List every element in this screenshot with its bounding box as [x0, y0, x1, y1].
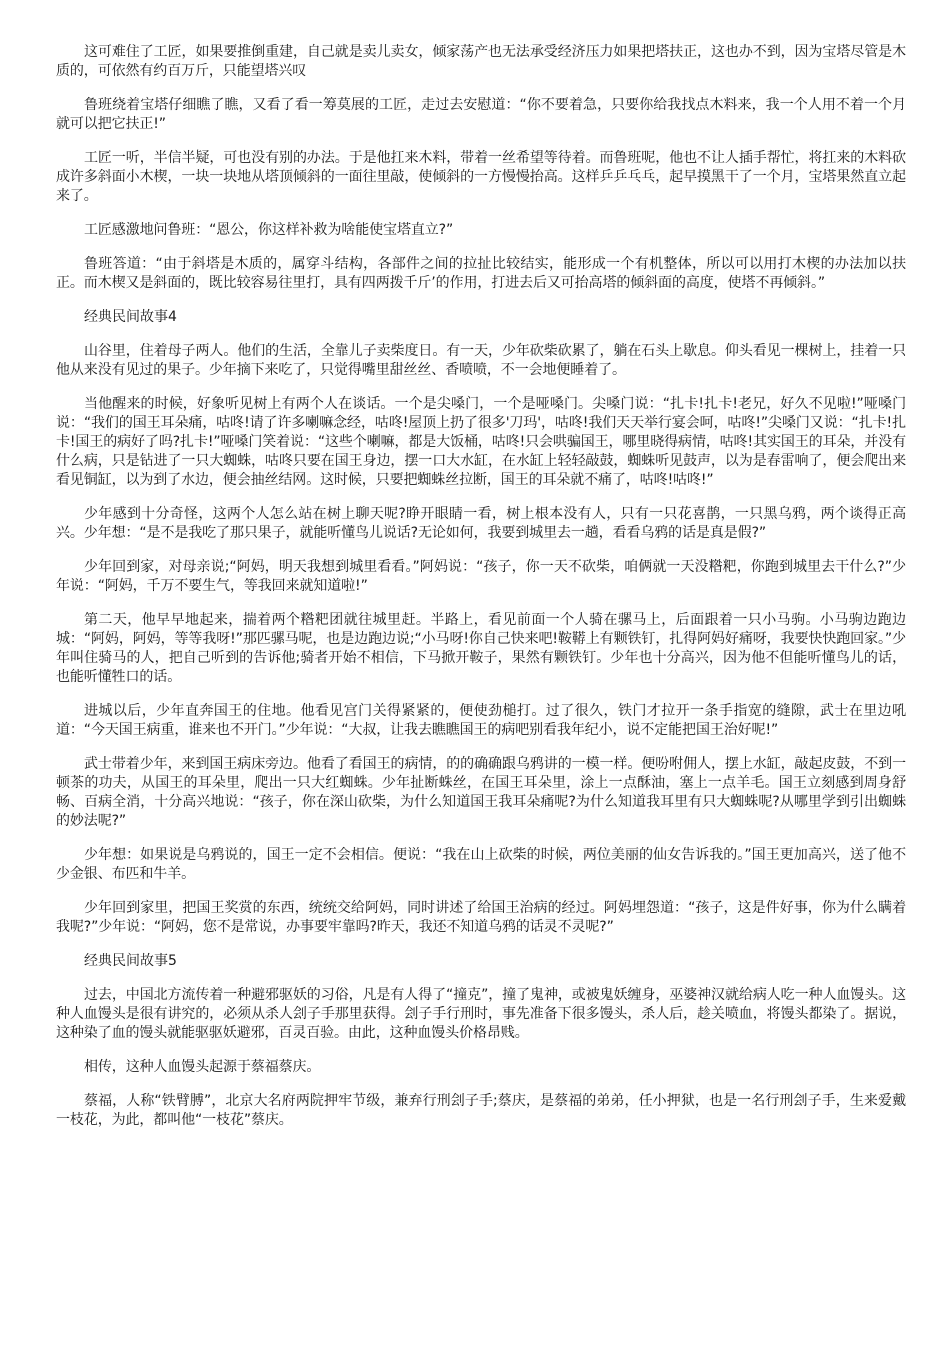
- paragraph: 武士带着少年，来到国王病床旁边。他看了看国王的病情，的的确确跟乌鸦讲的一模一样。便吩咐佣人，摆上水缸，敲起皮鼓，不到一顿茶的功夫，从国王的耳朵里，爬出一只大红蜘蛛。少年扯断蛛丝，在国王耳朵里，涂上一点酥油，塞上一点羊毛。国王立刻感到周身舒畅、百病全消，十分高兴地说：“孩子，你在深山砍柴，为什么知道国王我耳朵痛呢?为什么知道我耳里有只大蜘蛛呢?从哪里学到引出蜘蛛的妙法呢?”: [56, 756, 906, 829]
- paragraph: 鲁班绕着宝塔仔细瞧了瞧，又看了看一筹莫展的工匠，走过去安慰道：“你不要着急，只要你给我找点木料来，我一个人用不着一个月就可以把它扶正!”: [56, 97, 906, 132]
- document-body: [56, 43, 906, 1145]
- paragraph: 第二天，他早早地起来，揣着两个糌粑团就往城里赶。半路上，看见前面一个人骑在骡马上，后面跟着一只小马驹。小马驹边跑边城：“阿妈，阿妈，等等我呀!”那匹骡马呢，也是边跑边说;“小马呀!你自己快来吧!鞍鞯上有颗铁钉，扎得阿妈好痛呀，我要快快跑回家。”少年叫住骑马的人，把自己听到的告诉他;骑者开始不相信，下马掀开鞍子，果然有颗铁钉。少年也十分高兴，因为他不但能听懂鸟儿的话，也能听懂牲口的话。: [56, 612, 906, 685]
- section-heading: 经典民间故事4: [84, 309, 177, 325]
- paragraph: 当他醒来的时候，好象听见树上有两个人在谈话。一个是尖嗓门，一个是哑嗓门。尖嗓门说：“扎卡!扎卡!老兄，好久不见啦!”哑嗓门说：“我们的国王耳朵痛，咕咚!请了许多喇嘛念经，咕咚!屋顶上扔了很多'刀玛'，咕咚!我们天天举行宴会呵，咕咚!”尖嗓门又说：“扎卡!扎卡!国王的病好了吗?扎卡!”哑嗓门笑着说：“这些个喇嘛，都是大饭桶，咕咚!只会哄骗国王，哪里晓得病情，咕咚!其实国王的耳朵，并没有什么病，只是钻进了一只大蜘蛛，咕咚只要在国王身边，摆一口大水缸，在水缸上轻轻敲鼓，蜘蛛听见鼓声，以为是春雷响了，便会爬出来看见铜缸，以为到了水边，便会抽丝结网。这时候，只要把蜘蛛丝拉断，国王的耳朵就不痛了，咕咚!咕咚!”: [56, 396, 906, 488]
- paragraph: 工匠感激地问鲁班：“恩公，你这样补救为啥能使宝塔直立?”: [84, 222, 454, 238]
- paragraph: 蔡福，人称“铁臂膊”，北京大名府两院押牢节级，兼弃行刑刽子手;蔡庆，是蔡福的弟弟，任小押狱，也是一名行刑刽子手，生来爱戴一枝花，为此，都叫他“一枝花”蔡庆。: [56, 1093, 906, 1128]
- paragraph: 少年想：如果说是乌鸦说的，国王一定不会相信。便说：“我在山上砍柴的时候，两位美丽的仙女告诉我的。”国王更加高兴，送了他不少金银、布匹和牛羊。: [56, 847, 906, 882]
- paragraph: 鲁班答道：“由于斜塔是木质的，属穿斗结构，各部件之间的拉扯比较结实，能形成一个有机整体，所以可以用打木楔的办法加以扶正。而木楔又是斜面的，既比较容易往里打，具有四两拨千斤’的作用，打进去后又可抬高塔的倾斜面的高度，使塔不再倾斜。”: [56, 256, 906, 291]
- paragraph: 过去，中国北方流传着一种避邪驱妖的习俗，凡是有人得了“撞克”，撞了鬼神，或被鬼妖缠身，巫婆神汉就给病人吃一种人血馒头。这种人血馒头是很有讲究的，必须从杀人刽子手那里获得。刽子手行刑时，事先准备下很多馒头，杀人后，趁关喷血，将馒头都染了。据说，这种染了血的馒头就能驱驱妖避邪，百灵百验。由此，这种血馒头价格昂贱。: [56, 987, 906, 1041]
- paragraph: 工匠一听，半信半疑，可也没有别的办法。于是他扛来木料，带着一丝希望等待着。而鲁班呢，他也不让人插手帮忙，将扛来的木料砍成许多斜面小木楔，一块一块地从塔顶倾斜的一面往里敲，使倾斜的一方慢慢抬高。这样乒乒乓乓，起早摸黑干了一个月，宝塔果然直立起来了。: [56, 150, 906, 204]
- paragraph: 这可难住了工匠，如果要推倒重建，自己就是卖儿卖女，倾家荡产也无法承受经济压力如果把塔扶正，这也办不到，因为宝塔尽管是木质的，可依然有约百万斤，只能望塔兴叹: [56, 44, 906, 79]
- paragraph: 少年感到十分奇怪，这两个人怎么站在树上聊天呢?睁开眼睛一看，树上根本没有人，只有一只花喜鹊，一只黑乌鸦，两个谈得正高兴。少年想：“是不是我吃了那只果子，就能听懂鸟儿说话?无论如何，我要到城里去一趟，看看乌鸦的话是真是假?”: [56, 506, 906, 541]
- paragraph: 山谷里，住着母子两人。他们的生活，全靠儿子卖柴度日。有一天，少年砍柴砍累了，躺在石头上歇息。仰头看见一棵树上，挂着一只他从来没有见过的果子。少年摘下来吃了，只觉得嘴里甜丝丝、香喷喷，不一会地便睡着了。: [56, 343, 906, 378]
- paragraph: 少年回到家，对母亲说;“阿妈，明天我想到城里看看。”阿妈说：“孩子，你一天不砍柴，咱俩就一天没糌粑，你跑到城里去干什么?”少年说：“阿妈，千万不要生气，等我回来就知道啦!”: [56, 559, 906, 594]
- paragraph: 少年回到家里，把国王奖赏的东西，统统交给阿妈，同时讲述了给国王治病的经过。阿妈埋怨道：“孩子，这是件好事，你为什么瞒着我呢?”少年说：“阿妈，您不是常说，办事要牢靠吗?昨天，我还不知道乌鸦的话灵不灵呢?”: [56, 900, 906, 935]
- paragraph: 相传，这种人血馒头起源于蔡福蔡庆。: [84, 1059, 321, 1075]
- paragraph: 进城以后，少年直奔国王的住地。他看见宫门关得紧紧的，便使劲槌打。过了很久，铁门才拉开一条手指宽的缝隙，武士在里边吼道：“今天国王病重，谁来也不开门。”少年说：“大叔，让我去瞧瞧国王的病吧别看我年纪小，说不定能把国王治好呢!”: [56, 703, 906, 738]
- section-heading: 经典民间故事5: [84, 953, 177, 969]
